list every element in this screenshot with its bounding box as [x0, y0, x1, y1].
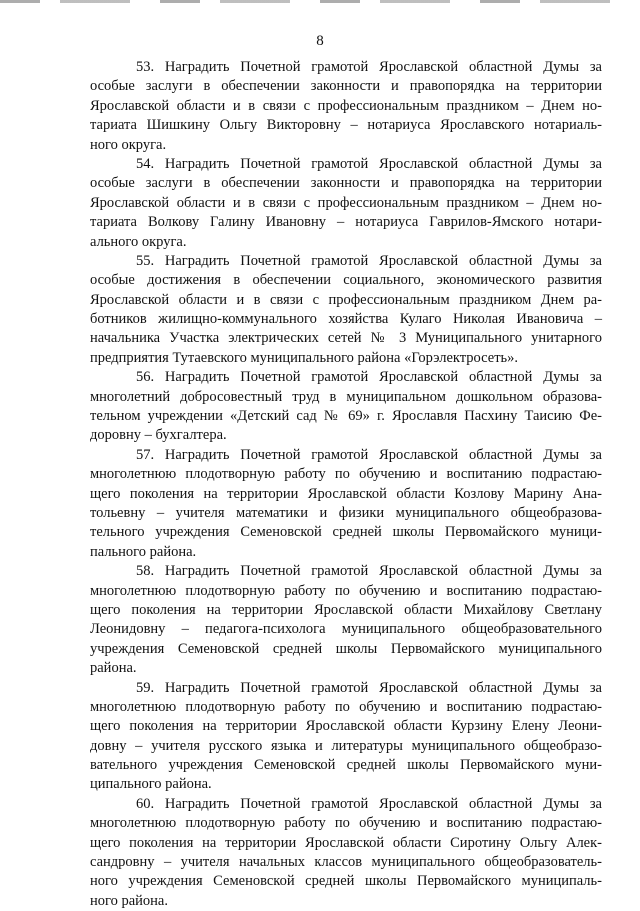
scan-edge-artifact — [0, 0, 640, 3]
paragraph-line: многолетнюю плодотворную работу по обучению и воспитанию подрастаю- — [90, 466, 602, 483]
paragraph-line: щего поколения на территории Ярославской области Козлову Марину Ана- — [90, 485, 602, 502]
paragraph-line: предприятия Тутаевского муниципального района «Горэлектросеть». — [90, 349, 519, 366]
paragraph-line: ципального района. — [90, 776, 212, 793]
paragraph-item-60 — [90, 795, 602, 911]
paragraph-line: сандровну – учителя начальных классов муниципального общеобразователь- — [90, 854, 602, 871]
paragraph-line: особые заслуги в обеспечении законности и правопорядка на территории — [90, 175, 602, 192]
paragraph-line: 55. Наградить Почетной грамотой Ярославской областной Думы за — [136, 252, 602, 269]
paragraph-line: 54. Наградить Почетной грамотой Ярославской областной Думы за — [136, 155, 602, 172]
paragraph-line: вательного учреждения Семеновской средней школы Первомайского муни- — [90, 757, 602, 774]
paragraph-line: ального округа. — [90, 233, 187, 250]
paragraph-line: многолетнюю плодотворную работу по обучению и воспитанию подрастаю- — [90, 698, 602, 715]
paragraph-line: Ярославской области и в связи с профессиональным праздником Днем ра- — [90, 291, 602, 308]
paragraph-item-59 — [90, 679, 602, 795]
paragraph-item-56 — [90, 368, 602, 446]
paragraph-line: тольевну – учителя математики и физики муниципального общеобразова- — [90, 504, 602, 521]
paragraph-line: учреждения Семеновской средней школы Первомайского муниципального — [90, 640, 602, 657]
paragraph-line: ботников жилищно-коммунального хозяйства Кулаго Николая Ивановича – — [90, 311, 602, 328]
paragraph-line: тариата Волкову Галину Ивановну – нотариуса Гаврилов-Ямского нотари- — [90, 214, 602, 231]
paragraph-line: 60. Наградить Почетной грамотой Ярославской областной Думы за — [136, 795, 602, 812]
paragraph-line: особые заслуги в обеспечении законности и правопорядка на территории — [90, 78, 602, 95]
paragraph-line: щего поколения на территории Ярославской области Курзину Елену Леони- — [90, 718, 602, 735]
paragraph-line: Ярославской области и в связи с профессиональным праздником – Днем но- — [90, 194, 602, 211]
paragraph-line: тельном учреждении «Детский сад № 69» г. Ярославля Пасхину Таисию Фе- — [90, 408, 602, 425]
paragraph-line: 53. Наградить Почетной грамотой Ярославской областной Думы за — [136, 59, 602, 75]
page-number: 8 — [316, 33, 324, 49]
paragraph-line: начальника Участка электрических сетей № 3 Муниципального унитарного — [90, 330, 602, 347]
paragraph-line: 58. Наградить Почетной грамотой Ярославской областной Думы за — [136, 563, 602, 580]
paragraph-line: ного округа. — [90, 136, 167, 153]
paragraph-line: ного района. — [90, 892, 168, 909]
paragraph-line: многолетнюю плодотворную работу по обучению и воспитанию подрастаю- — [90, 582, 602, 599]
paragraph-line: довну – учителя русского языка и литературы муниципального общеобразо- — [90, 737, 602, 754]
paragraph-line: района. — [90, 660, 137, 677]
paragraph-line: 56. Наградить Почетной грамотой Ярославской областной Думы за — [136, 369, 602, 386]
paragraph-item-58 — [90, 562, 602, 678]
paragraph-line: многолетнюю плодотворную работу по обучению и воспитанию подрастаю- — [90, 815, 602, 832]
paragraph-line: многолетний добросовестный труд в муниципальном дошкольном образова- — [90, 388, 602, 405]
paragraph-line: тариата Шишкину Ольгу Викторовну – нотариуса Ярославского нотариаль- — [90, 117, 602, 134]
paragraph-line: Леонидовну – педагога-психолога муниципального общеобразовательного — [90, 621, 602, 638]
document-body — [90, 58, 602, 911]
paragraph-line: доровну – бухгалтера. — [90, 427, 227, 444]
paragraph-line: 57. Наградить Почетной грамотой Ярославской областной Думы за — [136, 446, 602, 463]
paragraph-line: щего поколения на территории Ярославской области Михайлову Светлану — [90, 601, 602, 618]
paragraph-item-57 — [90, 446, 602, 562]
paragraph-line: особые достижения в обеспечении социального, экономического развития — [90, 272, 602, 289]
paragraph-item-54 — [90, 155, 602, 252]
paragraph-line: ного учреждения Семеновской средней школы Первомайского муниципаль- — [90, 873, 602, 890]
paragraph-line: Ярославской области и в связи с профессиональным праздником – Днем но- — [90, 97, 602, 114]
paragraph-line: 59. Наградить Почетной грамотой Ярославской областной Думы за — [136, 679, 602, 696]
paragraph-line: тельного учреждения Семеновской средней школы Первомайского муници- — [90, 524, 602, 541]
paragraph-line: щего поколения на территории Ярославской области Сиротину Ольгу Алек- — [90, 834, 602, 851]
paragraph-line: пального района. — [90, 543, 197, 560]
paragraph-item-55 — [90, 252, 602, 368]
paragraph-item-53 — [90, 58, 602, 155]
